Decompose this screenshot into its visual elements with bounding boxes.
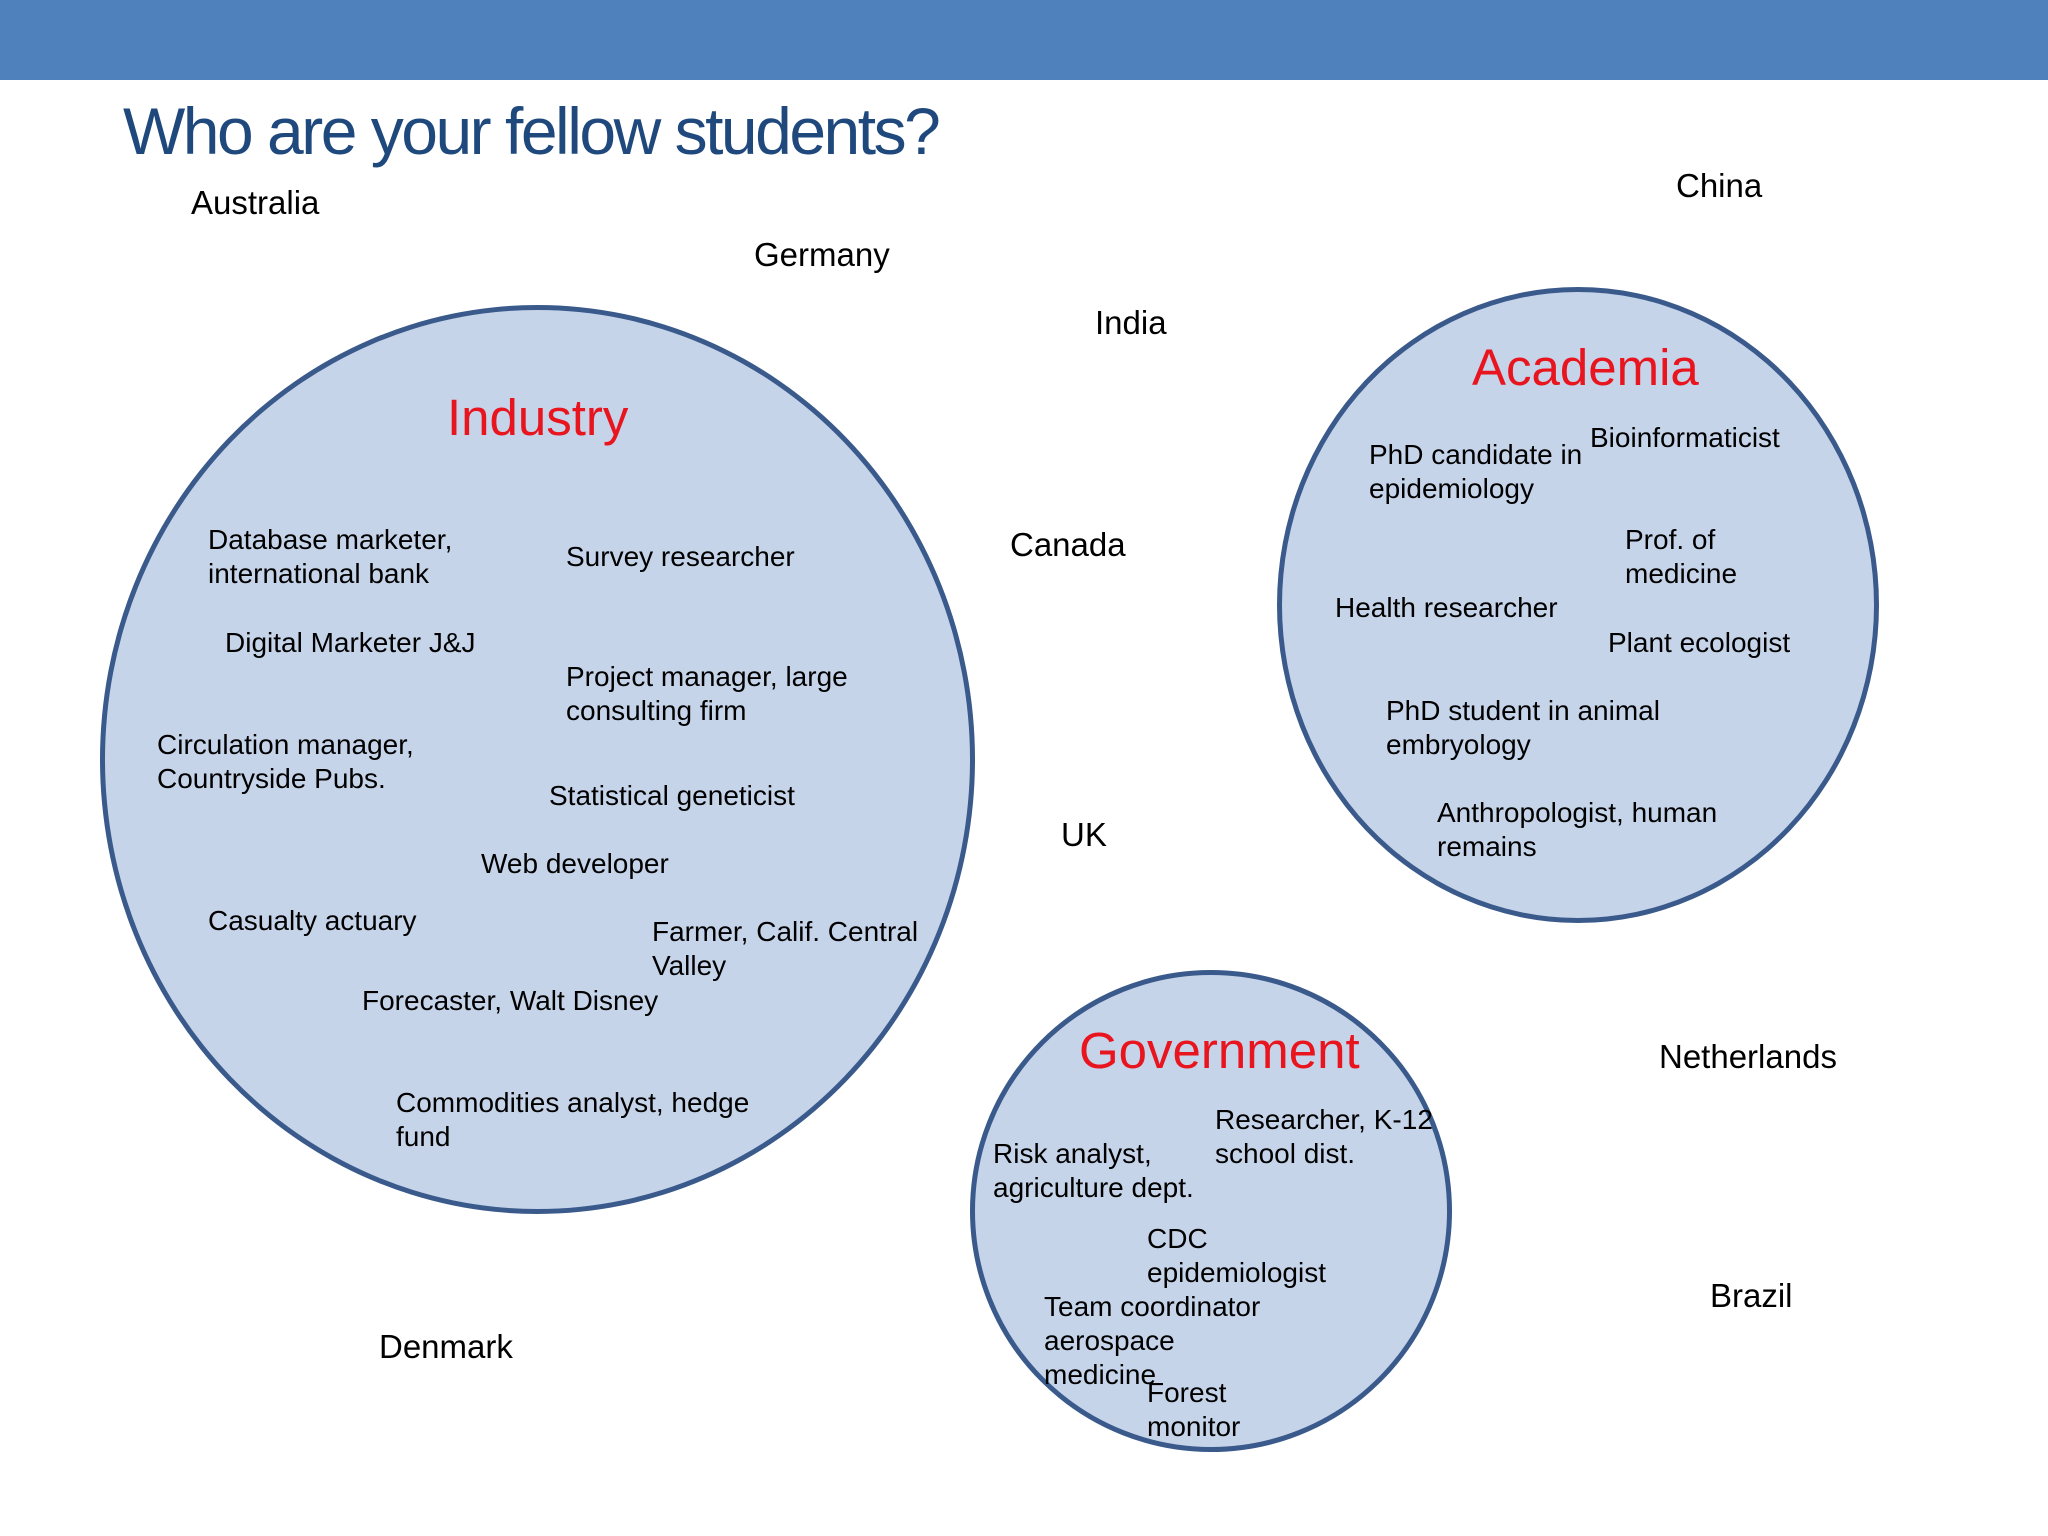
top-banner (0, 0, 2048, 80)
job-project-manager: Project manager, large consulting firm (566, 661, 848, 726)
job-web-developer: Web developer (481, 848, 669, 879)
job-forecaster: Forecaster, Walt Disney (362, 985, 659, 1016)
job-anthropologist: Anthropologist, human remains (1437, 797, 1718, 862)
job-commodities-analyst: Commodities analyst, hedge fund (396, 1087, 750, 1152)
academia-heading: Academia (1472, 339, 1699, 396)
job-bioinformaticist: Bioinformaticist (1590, 422, 1780, 453)
job-phd-embryology: PhD student in animal embryology (1386, 695, 1660, 760)
page-title: Who are your fellow students? (123, 94, 939, 168)
country-china: China (1676, 167, 1763, 204)
job-cdc-epidemiologist: CDC epidemiologist (1147, 1223, 1326, 1288)
job-prof-medicine: Prof. of medicine (1625, 524, 1738, 589)
industry-heading: Industry (447, 389, 629, 446)
country-india: India (1095, 304, 1167, 341)
job-risk-analyst: Risk analyst, agriculture dept. (993, 1138, 1194, 1203)
country-australia: Australia (191, 184, 320, 221)
country-germany: Germany (754, 236, 890, 273)
job-forest-monitor: Forest monitor (1147, 1377, 1241, 1442)
job-health-researcher: Health researcher (1335, 592, 1558, 623)
job-researcher-k12: Researcher, K-12 school dist. (1215, 1104, 1433, 1169)
country-canada: Canada (1010, 526, 1126, 563)
job-plant-ecologist: Plant ecologist (1608, 627, 1791, 658)
country-denmark: Denmark (379, 1328, 513, 1365)
job-survey-researcher: Survey researcher (566, 541, 795, 572)
job-phd-epidemiology: PhD candidate in epidemiology (1369, 439, 1583, 504)
job-team-coordinator: Team coordinator aerospace medicine (1044, 1291, 1261, 1390)
job-farmer: Farmer, Calif. Central Valley (652, 916, 919, 981)
job-statistical-geneticist: Statistical geneticist (549, 780, 795, 811)
government-heading: Government (1079, 1022, 1360, 1079)
job-circulation-manager: Circulation manager, Countryside Pubs. (157, 729, 414, 794)
job-digital-marketer: Digital Marketer J&J (225, 627, 476, 658)
country-brazil: Brazil (1710, 1277, 1793, 1314)
job-casualty-actuary: Casualty actuary (208, 905, 417, 936)
country-netherlands: Netherlands (1659, 1038, 1837, 1075)
country-uk: UK (1061, 816, 1107, 853)
job-database-marketer: Database marketer, international bank (208, 524, 453, 589)
